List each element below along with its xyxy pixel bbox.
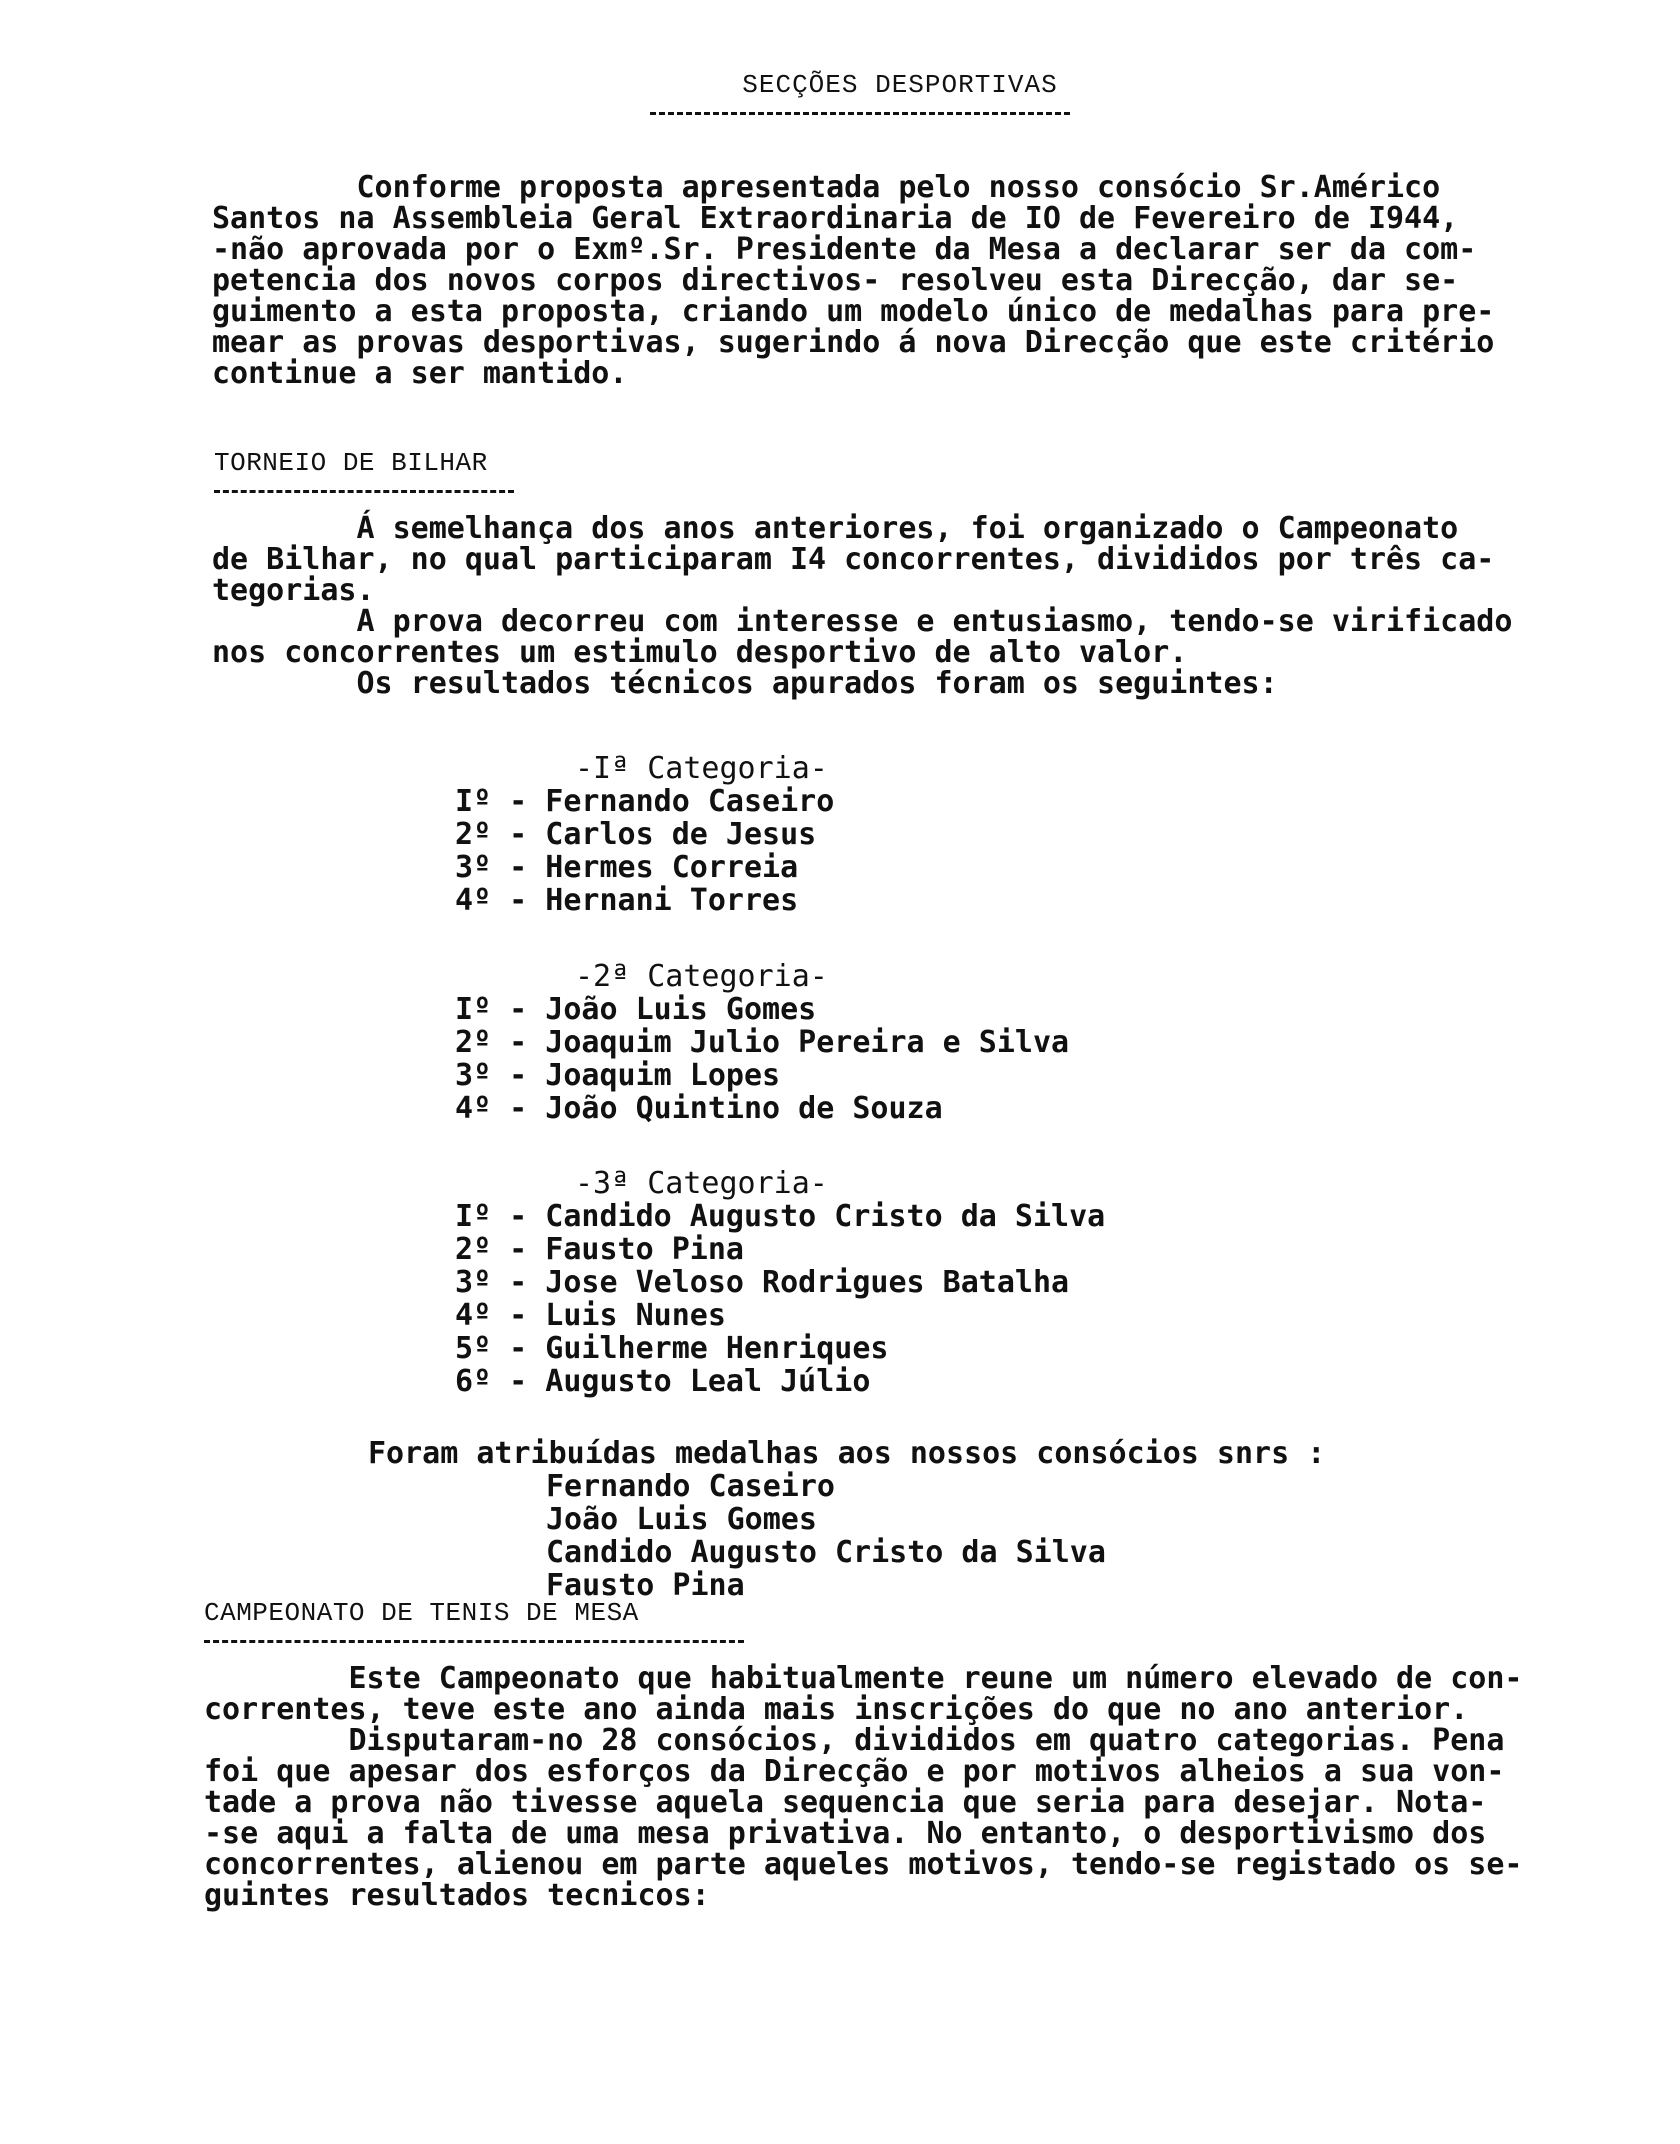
- text-line: -se aqui a falta de uma mesa privativa. No entanto, o desportivismo dos: [204, 1816, 1487, 1851]
- medals-intro-text: Foram atribuídas medalhas aos nossos consócios snrs :: [368, 1436, 1326, 1471]
- text-line: Disputaram-no 28 consócios, divididos em quatro categorias. Pena: [204, 1723, 1505, 1758]
- result-item: Iº - Fernando Caseiro: [455, 784, 835, 819]
- text-line: Os resultados técnicos apurados foram os seguintes:: [212, 666, 1278, 701]
- text-line: concorrentes, alienou em parte aqueles motivos, tendo-se registado os se-: [204, 1847, 1523, 1882]
- result-item: 6º - Augusto Leal Júlio: [455, 1364, 871, 1399]
- text-line: guintes resultados tecnicos:: [204, 1878, 710, 1913]
- text-line: guimento a esta proposta, criando um modelo único de medalhas para pre-: [212, 294, 1495, 329]
- text-line: mear as provas desportivas, sugerindo á nova Direcção que este critério: [212, 325, 1495, 360]
- table-tennis-paragraph: [204, 1663, 1644, 1911]
- document-title: SECÇÕES DESPORTIVAS: [742, 70, 1058, 100]
- billiards-heading: TORNEIO DE BILHAR: [214, 448, 488, 478]
- text-line: correntes, teve este ano ainda mais inscrições do que no ano anterior.: [204, 1692, 1469, 1727]
- result-item: 4º - Luis Nunes: [455, 1298, 726, 1333]
- category-1-list: [455, 752, 834, 917]
- title-underline: [650, 112, 1070, 115]
- medalist-name: Fernando Caseiro: [546, 1469, 835, 1504]
- result-item: 2º - Fausto Pina: [455, 1232, 744, 1267]
- medalists-list: [546, 1470, 1106, 1602]
- text-line: Este Campeonato que habitualmente reune um número elevado de con-: [204, 1661, 1523, 1696]
- billiards-heading-underline: [214, 490, 514, 493]
- billiards-paragraph: [212, 513, 1652, 699]
- category-title: -Iª Categoria-: [575, 751, 828, 786]
- text-line: Santos na Assembleia Geral Extraordinaria de IO de Fevereiro de I944,: [212, 201, 1459, 236]
- text-line: Conforme proposta apresentada pelo nosso consócio Sr.Américo: [212, 170, 1441, 205]
- result-item: Iº - João Luis Gomes: [455, 992, 817, 1027]
- text-line: -não aprovada por o Exmº.Sr. Presidente da Mesa a declarar ser da com-: [212, 232, 1477, 267]
- result-item: 4º - João Quintino de Souza: [455, 1091, 943, 1126]
- result-item: 3º - Hermes Correia: [455, 850, 799, 885]
- result-item: 4º - Hernani Torres: [455, 883, 799, 918]
- medals-intro: [368, 1437, 1325, 1470]
- text-line: foi que apesar dos esforços da Direcção e por motivos alheios a sua von-: [204, 1754, 1505, 1789]
- text-line: de Bilhar, no qual participaram I4 concorrentes, divididos por três ca-: [212, 542, 1495, 577]
- text-line: continue a ser mantido.: [212, 356, 628, 391]
- result-item: 5º - Guilherme Henriques: [455, 1331, 889, 1366]
- table-tennis-heading-underline: [204, 1640, 744, 1643]
- medalist-name: João Luis Gomes: [546, 1502, 817, 1537]
- category-3-list: [455, 1167, 1105, 1398]
- category-2-list: [455, 960, 1069, 1125]
- result-item: 3º - Jose Veloso Rodrigues Batalha: [455, 1265, 1070, 1300]
- category-title: -3ª Categoria-: [575, 1166, 828, 1201]
- result-item: 3º - Joaquim Lopes: [455, 1058, 781, 1093]
- medalist-name: Candido Augusto Cristo da Silva: [546, 1535, 1106, 1570]
- table-tennis-heading: CAMPEONATO DE TENIS DE MESA: [204, 1598, 639, 1628]
- medalist-name: Fausto Pina: [546, 1568, 745, 1603]
- text-line: tade a prova não tivesse aquela sequencia que seria para desejar. Nota-: [204, 1785, 1487, 1820]
- text-line: petencia dos novos corpos directivos- resolveu esta Direcção, dar se-: [212, 263, 1459, 298]
- result-item: 2º - Joaquim Julio Pereira e Silva: [455, 1025, 1070, 1060]
- text-line: A prova decorreu com interesse e entusiasmo, tendo-se virificado: [212, 604, 1513, 639]
- intro-paragraph: [212, 172, 1652, 389]
- text-line: nos concorrentes um estimulo desportivo de alto valor.: [212, 635, 1188, 670]
- text-line: Á semelhança dos anos anteriores, foi organizado o Campeonato: [212, 511, 1459, 546]
- result-item: Iº - Candido Augusto Cristo da Silva: [455, 1199, 1106, 1234]
- text-line: tegorias.: [212, 573, 375, 608]
- category-title: -2ª Categoria-: [575, 959, 828, 994]
- result-item: 2º - Carlos de Jesus: [455, 817, 817, 852]
